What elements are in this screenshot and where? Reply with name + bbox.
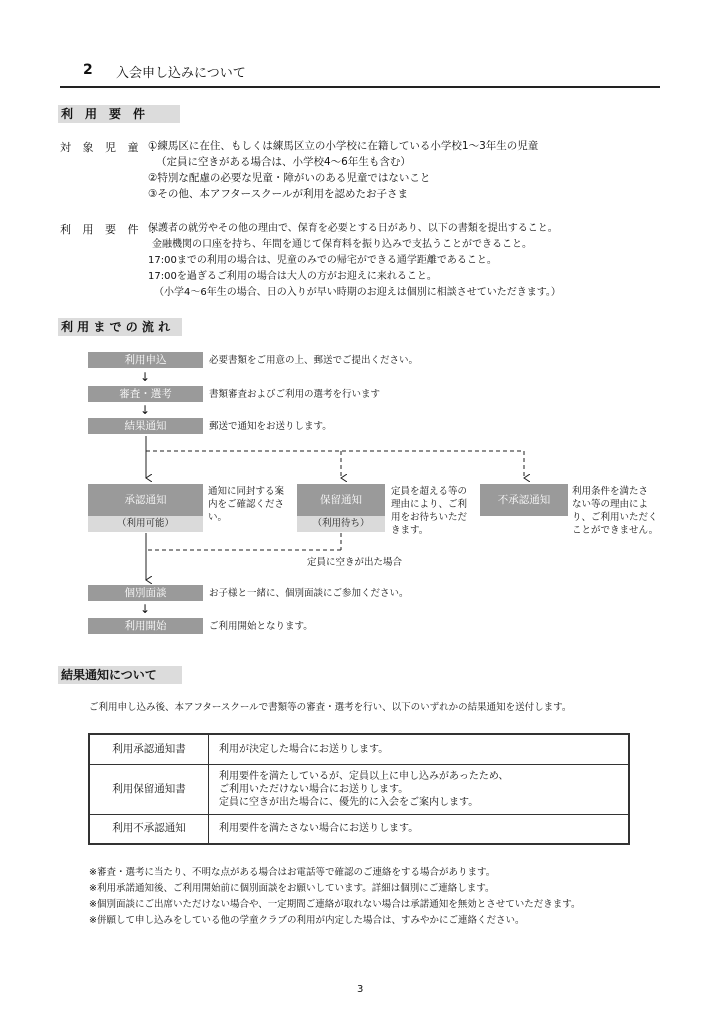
notice-desc-line: 利用要件を満たさない場合にお送りします。 [219, 823, 419, 835]
outcome-desc: り、ご利用いただく [572, 512, 658, 523]
results-heading: 結果通知について [58, 666, 182, 684]
outcome-desc: 用をお待ちいただ [391, 512, 468, 523]
flow-step-apply: 利用申込 [88, 352, 203, 368]
page-title: 入会申し込みについて [116, 66, 246, 81]
flow-heading: 利 用 ま で の 流 れ [58, 318, 182, 336]
requirements-heading: 利 用 要 件 [58, 105, 180, 123]
results-intro: ご利用申し込み後、本アフタースクールで書類等の審査・選考を行い、以下のいずれかの結果通知を送付します。 [89, 702, 572, 713]
requirement-line: 保護者の就労やその他の理由で、保育を必要とする日があり、以下の書類を提出すること。 [148, 223, 558, 234]
notice-name: 利用不承認通知 [89, 814, 209, 844]
notice-name: 利用保留通知書 [89, 764, 209, 814]
flow-step-review: 審査・選考 [88, 386, 203, 402]
target-label: 対 象 児 童 ： [60, 141, 165, 154]
flow-step-desc: お子様と一緒に、個別面談にご参加ください。 [209, 588, 409, 599]
down-arrow-icon: ↓ [140, 602, 151, 616]
vacancy-note: 定員に空きが出た場合 [307, 557, 403, 568]
flow-step-result: 結果通知 [88, 418, 203, 434]
notice-desc-line: 利用要件を満たしているが、定員以上に申し込みがあったため、 [219, 770, 509, 782]
requirement-line: （小学4～6年生の場合、日の入りが早い時期のお迎えは個別に相談させていただきます。） [154, 287, 561, 298]
outcome-approval-sub: （利用可能） [88, 516, 203, 532]
notice-desc [209, 814, 630, 844]
outcome-desc: 利用条件を満たさ [572, 486, 649, 497]
outcome-hold-sub: （利用待ち） [297, 516, 385, 532]
notice-desc [209, 734, 630, 764]
outcome-desc: 内をご確認くださ [208, 499, 285, 510]
table-row [89, 734, 629, 764]
flow-step-desc: 書類審査およびご利用の選考を行います [209, 389, 381, 400]
notice-name: 利用承認通知書 [89, 734, 209, 764]
outcome-desc: きます。 [391, 525, 429, 536]
outcome-hold: 保留通知 [297, 484, 385, 516]
down-arrow-icon: ↓ [140, 370, 151, 384]
target-line: ③その他、本アフタースクールが利用を認めたお子さま [148, 188, 408, 200]
results-table [88, 733, 630, 845]
notice-desc [209, 764, 630, 814]
note-line: ※利用承諾通知後、ご利用開始前に個別面談をお願いしています。詳細は個別にご連絡します。 [89, 883, 495, 894]
requirement-line: 17:00までの利用の場合は、児童のみでの帰宅ができる通学距離であること。 [148, 255, 497, 266]
outcome-desc: 通知に同封する案 [208, 486, 285, 497]
notice-desc-line: 利用が決定した場合にお送りします。 [219, 743, 389, 755]
section-number: 2 [83, 62, 93, 78]
outcome-rejection: 不承認通知 [480, 484, 568, 516]
target-line: ②特別な配慮の必要な児童・障がいのある児童ではないこと [148, 172, 431, 184]
requirement-line: 17:00を過ぎるご利用の場合は大人の方がお迎えに来れること。 [148, 271, 437, 282]
target-line: ①練馬区に在住、もしくは練馬区立の小学校に在籍している小学校1～3年生の児童 [148, 140, 539, 152]
down-arrow-icon: ↓ [140, 403, 151, 417]
note-line: ※併願して申し込みをしている他の学童クラブの利用が内定した場合は、すみやかにご連絡ください。 [89, 915, 525, 926]
notice-desc-line: ご利用いただけない場合にお送りします。 [219, 783, 409, 795]
outcome-desc: 理由により、ご利 [391, 499, 468, 510]
notice-desc-line: 定員に空きが出た場合に、優先的に入会をご案内します。 [219, 796, 479, 808]
outcome-desc: ことができません。 [572, 525, 659, 536]
flow-step-interview: 個別面談 [88, 585, 203, 601]
note-line: ※個別面談にご出席いただけない場合や、一定期間ご連絡が取れない場合は承諾通知を無効とさせていただきます。 [89, 899, 581, 910]
table-row [89, 814, 629, 844]
note-line: ※審査・選考に当たり、不明な点がある場合はお電話等で確認のご連絡をする場合があります。 [89, 867, 496, 878]
target-line: （定員に空きがある場合は、小学校4～6年生も含む） [156, 156, 411, 168]
outcome-approval: 承認通知 [88, 484, 203, 516]
outcome-desc: い。 [208, 512, 228, 523]
requirement-line: 金融機関の口座を持ち、年間を通じて保育料を振り込みで支払うことができること。 [152, 239, 532, 250]
flow-step-desc: 必要書類をご用意の上、郵送でご提出ください。 [209, 355, 419, 366]
outcome-desc: 定員を超える等の [391, 486, 468, 497]
outcome-desc: ない等の理由によ [572, 499, 649, 510]
flow-step-desc: ご利用開始となります。 [209, 621, 313, 632]
table-row [89, 764, 629, 814]
flow-step-desc: 郵送で通知をお送りします。 [209, 421, 332, 432]
page-number: 3 [357, 984, 364, 995]
requirement-label: 利 用 要 件 ： [60, 223, 165, 236]
flow-step-start: 利用開始 [88, 618, 203, 634]
